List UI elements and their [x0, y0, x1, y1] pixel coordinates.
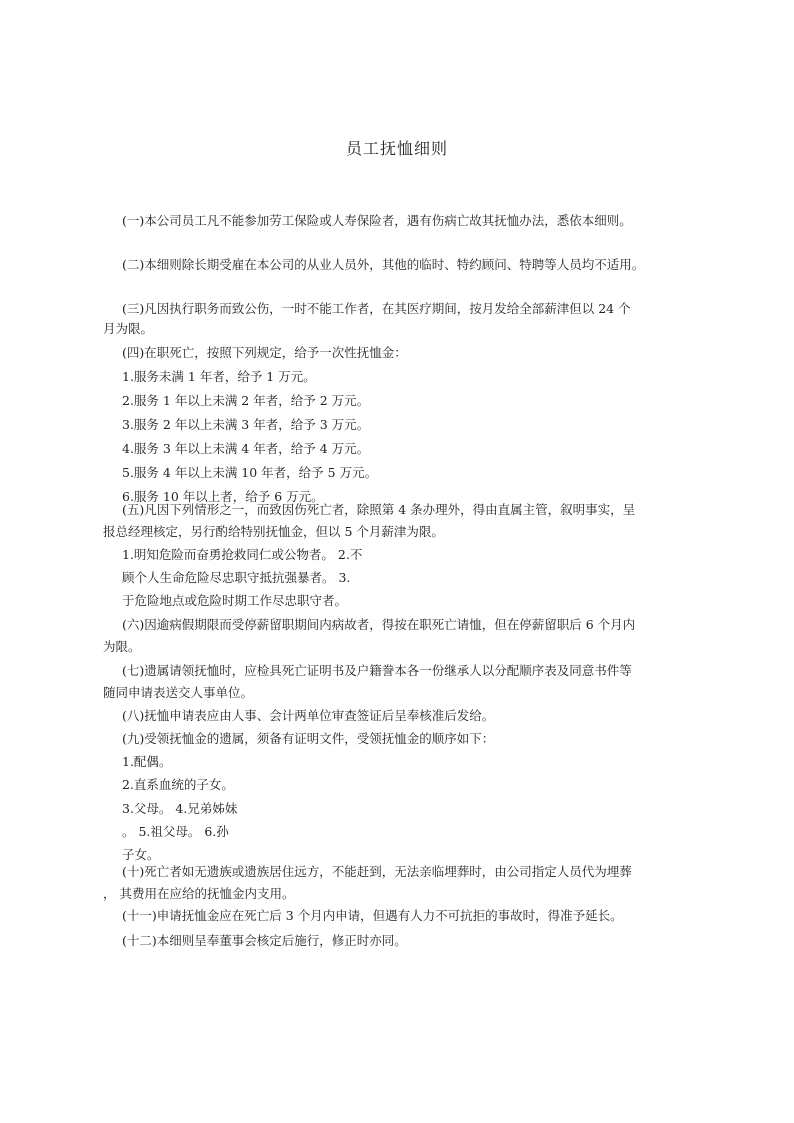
document-line: (十二)本细则呈奉董事会核定后施行，修正时亦同。	[122, 933, 407, 948]
document-line: 报总经理核定，另行酌给特别抚恤金，但以 5 个月薪津为限。	[103, 524, 444, 539]
document-line: 月为限。	[103, 321, 154, 336]
document-line: 6.服务 10 年以上者，给予 6 万元。	[122, 489, 324, 504]
document-line: (一)本公司员工凡不能参加劳工保险或人寿保险者，遇有伤病亡故其抚恤办法，悉依本细则。	[122, 213, 632, 228]
document-line: 于危险地点或危险时期工作尽忠职守者。	[122, 593, 348, 608]
document-line: (十一)申请抚恤金应在死亡后 3 个月内申请，但遇有人力不可抗拒的事故时，得准予延长。	[122, 908, 623, 923]
document-line: ， 其费用在应给的抚恤金内支用。	[103, 886, 295, 901]
document-line: (八)抚恤申请表应由人事、会计两单位审查签证后呈奉核准后发给。	[122, 708, 495, 723]
document-line: 子女。	[122, 847, 160, 862]
document-title: 员工抚恤细则	[345, 139, 448, 158]
document-line: 为限。	[103, 639, 141, 654]
document-line: 2.直系血统的子女。	[122, 777, 234, 792]
document-line: (九)受领抚恤金的遗属，须备有证明文件，受领抚恤金的顺序如下：	[122, 731, 495, 746]
document-line: 。 5.祖父母。 6.孙	[122, 824, 229, 839]
document-line: (七)遗属请领抚恤时，应检具死亡证明书及户籍誊本各一份继承人以分配顺序表及同意书件等	[122, 663, 632, 678]
document-line: (四)在职死亡，按照下列规定，给予一次性抚恤金：	[122, 345, 407, 360]
document-line: 1.服务未满 1 年者，给予 1 万元。	[122, 369, 316, 384]
document-line: 4.服务 3 年以上未满 4 年者，给予 4 万元。	[122, 441, 370, 456]
document-line: (三)凡因执行职务而致公伤，一时不能工作者，在其医疗期间，按月发给全部薪津但以 24 个	[122, 301, 631, 316]
document-line: 3.服务 2 年以上未满 3 年者，给予 3 万元。	[122, 417, 370, 432]
document-line: 3.父母。 4.兄弟姊妹	[122, 801, 238, 816]
document-line: 顾个人生命危险尽忠职守抵抗强暴者。 3.	[122, 570, 351, 585]
document-line: 1.配偶。	[122, 754, 172, 769]
document-line: (五)凡因下列情形之一，而致因伤死亡者，除照第 4 条办理外，得由直属主管，叙明事实，呈	[122, 502, 636, 517]
document-line: 2.服务 1 年以上未满 2 年者，给予 2 万元。	[122, 393, 370, 408]
document-line: (六)因逾病假期限而受停薪留职期间内病故者，得按在职死亡请恤，但在停薪留职后 6 个月内	[122, 617, 636, 632]
document-line: 随同申请表送交人事单位。	[103, 685, 254, 700]
document-line: 1.明知危险而奋勇抢救同仁或公物者。 2.不	[122, 547, 363, 562]
document-line: (二)本细则除长期受雇在本公司的从业人员外，其他的临时、特约顾问、特聘等人员均不适用。	[122, 257, 645, 272]
document-line: 5.服务 4 年以上未满 10 年者，给予 5 万元。	[122, 465, 378, 480]
document-line: (十)死亡者如无遗族或遗族居住远方，不能赶到，无法亲临埋葬时，由公司指定人员代为埋葬	[122, 864, 632, 879]
